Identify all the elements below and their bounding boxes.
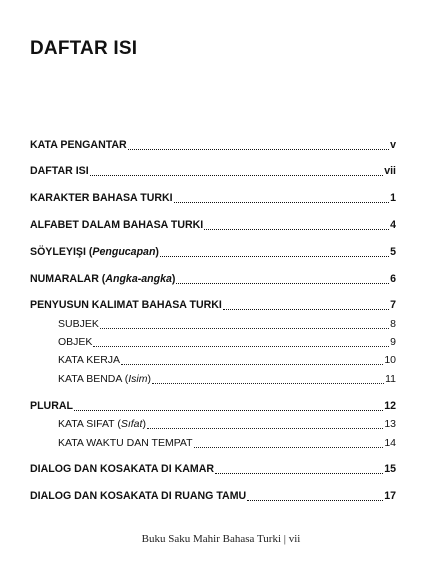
toc-entry-label: DIALOG DAN KOSAKATA DI RUANG TAMU: [30, 490, 247, 502]
toc-entry-page: 5: [390, 246, 396, 258]
dot-leader: [247, 490, 383, 501]
toc-entry-label: ALFABET DALAM BAHASA TURKI: [30, 219, 204, 231]
toc-entry-page: vii: [384, 165, 396, 177]
toc-entry-page: 12: [384, 400, 396, 412]
toc-entry[interactable]: [30, 138, 396, 152]
toc-entry[interactable]: [30, 489, 396, 503]
toc-entry-page: 15: [384, 463, 396, 475]
toc-entry[interactable]: [30, 272, 396, 286]
toc-subentry[interactable]: [58, 335, 396, 349]
toc-entry[interactable]: [30, 462, 396, 476]
toc-entry-label: KATA PENGANTAR: [30, 139, 127, 151]
toc-entry-label-italic: Pengucapan: [92, 246, 156, 258]
dot-leader: [176, 273, 389, 284]
dot-leader: [204, 219, 389, 230]
toc-entry-label-italic: Isim: [128, 373, 148, 385]
toc-entry[interactable]: [30, 245, 396, 259]
toc-entry-label: KATA SIFAT (Sıfat): [58, 418, 146, 430]
toc-entry-page: 4: [390, 219, 396, 231]
toc-entry-page: 1: [390, 192, 396, 204]
toc-entry-label: KARAKTER BAHASA TURKI: [30, 192, 173, 204]
toc-entry-label: SUBJEK: [58, 318, 99, 330]
toc-entry-label: SÖYLEYIŞI (Pengucapan): [30, 246, 159, 258]
toc-entry-label: KATA WAKTU DAN TEMPAT: [58, 437, 193, 449]
toc-entry-label: KATA KERJA: [58, 354, 121, 366]
toc-entry-label-italic: Sıfat: [120, 418, 143, 430]
dot-leader: [128, 139, 389, 150]
page-title: DAFTAR ISI: [30, 38, 138, 59]
dot-leader: [174, 192, 389, 203]
toc-entry[interactable]: [30, 164, 396, 178]
toc-subentry[interactable]: [58, 417, 396, 431]
dot-leader: [93, 336, 389, 347]
dot-leader: [74, 400, 383, 411]
toc-subentry[interactable]: [58, 436, 396, 450]
toc-entry-page: 6: [390, 273, 396, 285]
toc-entry[interactable]: [30, 191, 396, 205]
dot-leader: [160, 246, 389, 257]
dot-leader: [194, 437, 384, 448]
toc-entry[interactable]: [30, 399, 396, 413]
toc-entry-page: v: [390, 139, 396, 151]
toc-entry-page: 14: [384, 437, 396, 449]
dot-leader: [90, 165, 384, 176]
page-footer: Buku Saku Mahir Bahasa Turki | vii: [141, 533, 301, 545]
toc-entry-label: PLURAL: [30, 400, 73, 412]
toc-entry-page: 7: [390, 299, 396, 311]
dot-leader: [100, 318, 389, 329]
toc-subentry[interactable]: [58, 353, 396, 367]
toc-entry-label-italic: Angka-angka: [105, 273, 172, 285]
toc-entry[interactable]: [30, 218, 396, 232]
dot-leader: [223, 299, 389, 310]
toc-entry-label: PENYUSUN KALIMAT BAHASA TURKI: [30, 299, 222, 311]
toc-entry-page: 17: [384, 490, 396, 502]
toc-entry-page: 13: [384, 418, 396, 430]
toc-subentry[interactable]: [58, 317, 396, 331]
toc-entry-label: OBJEK: [58, 336, 93, 348]
toc-entry-page: 11: [385, 373, 396, 385]
toc-entry-page: 10: [384, 354, 396, 366]
toc-entry-label: DIALOG DAN KOSAKATA DI KAMAR: [30, 463, 215, 475]
toc-subentry[interactable]: [58, 372, 396, 386]
dot-leader: [147, 418, 383, 429]
toc-entry-label: KATA BENDA (Isim): [58, 373, 151, 385]
toc-entry-label: DAFTAR ISI: [30, 165, 89, 177]
toc-entry-label: NUMARALAR (Angka-angka): [30, 273, 176, 285]
toc-entry-page: 9: [390, 336, 396, 348]
toc-entry[interactable]: [30, 298, 396, 312]
toc-entry-page: 8: [390, 318, 396, 330]
dot-leader: [152, 373, 384, 384]
dot-leader: [215, 463, 383, 474]
dot-leader: [121, 354, 383, 365]
